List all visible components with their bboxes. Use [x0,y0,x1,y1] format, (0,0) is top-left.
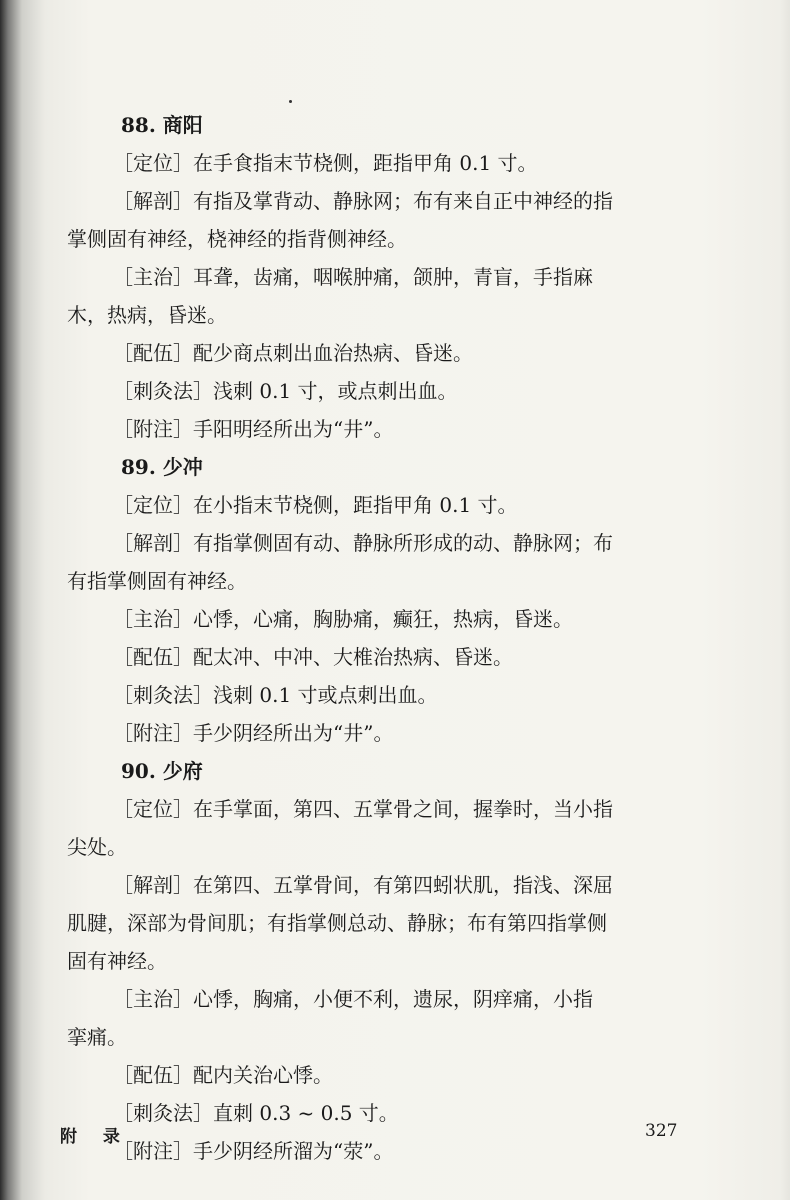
entry-90-anatomy-line2: 肌腱，深部为骨间肌；有指掌侧总动、静脉；布有第四指掌侧 [67,911,607,935]
entry-90-location-line2: 尖处。 [67,835,127,859]
entry-89-indications: ［主治］心悸，心痛，胸胁痛，癫狂，热病，昏迷。 [113,607,573,631]
entry-89-anatomy-line1: ［解剖］有指掌侧固有动、静脉所形成的动、静脉网；布 [113,531,613,555]
entry-90-indications-line2: 挛痛。 [67,1025,127,1049]
entry-88-note: ［附注］手阳明经所出为“井”。 [113,417,394,441]
entry-90-combination: ［配伍］配内关治心悸。 [113,1063,333,1087]
entry-89-anatomy-line2: 有指掌侧固有神经。 [67,569,247,593]
entry-90-location-line1: ［定位］在手掌面，第四、五掌骨之间，握拳时，当小指 [113,797,613,821]
entry-90-note: ［附注］手少阴经所溜为“荥”。 [113,1139,394,1163]
footer-section-label: 附 录 [60,1127,130,1147]
entry-title-90: 90. 少府 [121,759,203,783]
entry-title-89: 89. 少冲 [121,455,203,479]
entry-title-88: 88. 商阳 [121,113,203,137]
entry-89-location: ［定位］在小指末节桡侧，距指甲角 0.1 寸。 [113,493,518,517]
entry-90-anatomy-line1: ［解剖］在第四、五掌骨间，有第四蚓状肌，指浅、深屈 [113,873,613,897]
entry-89-combination: ［配伍］配太冲、中冲、大椎治热病、昏迷。 [113,645,513,669]
entry-89-note: ［附注］手少阴经所出为“井”。 [113,721,394,745]
entry-89-method: ［刺灸法］浅刺 0.1 寸或点刺出血。 [113,683,438,707]
entry-88-anatomy-line2: 掌侧固有神经，桡神经的指背侧神经。 [67,227,407,251]
entry-88-anatomy-line1: ［解剖］有指及掌背动、静脉网；布有来自正中神经的指 [113,189,613,213]
entry-90-anatomy-line3: 固有神经。 [67,949,167,973]
entry-88-indications-line2: 木，热病，昏迷。 [67,303,227,327]
ink-speck [289,100,292,103]
entry-90-method: ［刺灸法］直刺 0.3 ~ 0.5 寸。 [113,1101,399,1125]
page-number: 327 [645,1121,678,1141]
entry-88-combination: ［配伍］配少商点刺出血治热病、昏迷。 [113,341,473,365]
entry-90-indications-line1: ［主治］心悸，胸痛，小便不利，遗尿，阴痒痛，小指 [113,987,593,1011]
entry-88-location: ［定位］在手食指末节桡侧，距指甲角 0.1 寸。 [113,151,538,175]
entry-88-method: ［刺灸法］浅刺 0.1 寸，或点刺出血。 [113,379,458,403]
entry-88-indications-line1: ［主治］耳聋，齿痛，咽喉肿痛，颌肿，青盲，手指麻 [113,265,593,289]
